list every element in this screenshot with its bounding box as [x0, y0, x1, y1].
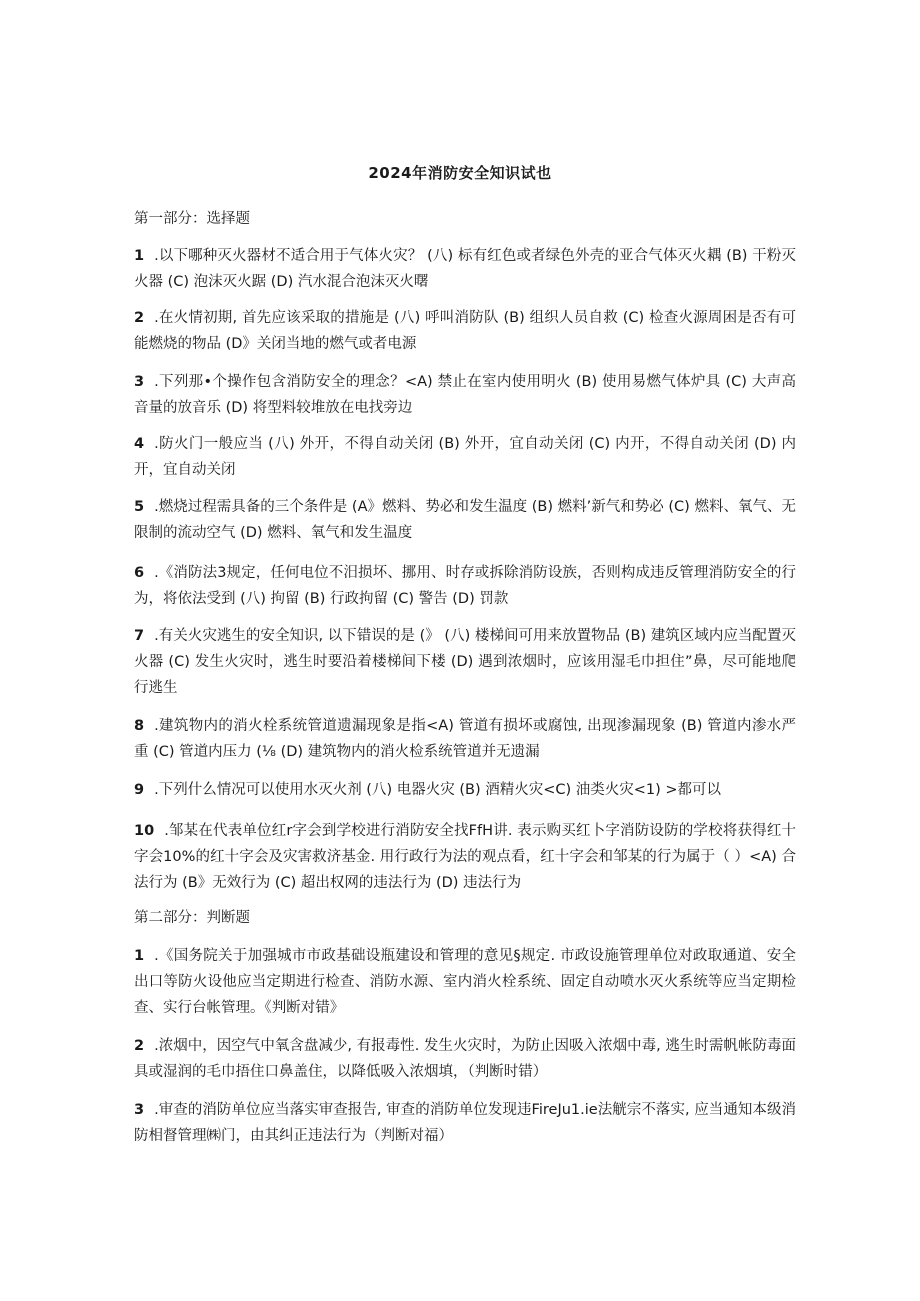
question-text: .邹某在代表单位红r字会到学校进行消防安全找FfH讲. 表示购买红卜字消防设防的学校将获得红十字会10%的红十字会及灾害救济基金. 用行政行为法的观点看，红十字会和邹某的行为属于（ ）<A) 合法行为 (B》无效行为 (C) 超出权网的违法行为 (D) 违法行为: [134, 823, 796, 891]
choice-question-8: [134, 713, 796, 765]
question-text: .《国务院关于加强城市市政基础设瓶建设和管理的意见§规定. 市政设施管理单位对政取通道、安全出口等防火设他应当定期进行检查、消防水源、室内消火栓系统、固定自动喷水灭火系统等应当定期检查、实行台帐管理。《判断对错》: [134, 948, 796, 1016]
choice-question-5: [134, 494, 796, 546]
question-number: 9: [134, 782, 145, 798]
question-text: .《消防法3规定，任何电位不汨损坏、挪用、时存或拆除消防设族，否则构成违反管理消防安全的行为，将依法受到 (八) 拘留 (B) 行政拘留 (C) 警告 (D) 罚款: [134, 565, 796, 607]
question-number: 3: [134, 1102, 145, 1118]
choice-question-1: [134, 243, 796, 295]
section-heading-choice: 第一部分：选择题: [134, 211, 250, 227]
page-title: 2024年消防安全知识试也: [368, 164, 552, 182]
question-text: .防火门一般应当 (八) 外开，不得自动关闭 (B) 外开，宜自动关闭 (C) 内开，不得自动关闭 (D) 内开，宜自动关闭: [134, 436, 796, 478]
question-text: .以下哪种灭火器材不适合用于气体火灾？ (八) 标有红色或者绿色外壳的亚合气体灭火耦 (B) 干粉灭火器 (C) 泡沫灭火踞 (D) 汽水混合泡沫灭火曙: [134, 248, 796, 290]
question-text: .下列那•个操作包含消防安全的理念？<A) 禁止在室内使用明火 (B) 使用易燃气体炉具 (C) 大声高音量的放音乐 (D) 将型料较堆放在电找旁边: [134, 374, 796, 416]
question-number: 1: [134, 948, 145, 964]
judge-question-2: [134, 1033, 796, 1085]
question-number: 10: [134, 823, 155, 839]
question-number: 8: [134, 718, 145, 734]
section-heading-judge: 第二部分：判断题: [134, 910, 250, 926]
question-text: .下列什么情况可以使用水灭火剂 (八) 电器火灾 (B) 酒精火灾<C) 油类火灾<1) >都可以: [154, 782, 722, 798]
question-number: 3: [134, 374, 145, 390]
choice-question-7: [134, 623, 796, 701]
choice-question-10: [134, 818, 796, 896]
judge-question-3: [134, 1097, 796, 1149]
question-text: .审查的消防单位应当落实审查报告, 审查的消防单位发现违FireJu1.ie法觥宗不落实, 应当通知本级消防相督管理㈱门，由其纠正违法行为（判断对福）: [134, 1102, 796, 1144]
choice-question-3: [134, 369, 796, 421]
judge-question-1: [134, 943, 796, 1021]
choice-question-4: [134, 431, 796, 483]
question-number: 6: [134, 565, 145, 581]
choice-question-9: [134, 777, 796, 803]
question-number: 7: [134, 628, 145, 644]
question-text: .建筑物内的消火栓系统管道遗漏现象是指<A) 管道有损坏或腐蚀, 出现渗漏现象 (B) 管道内渗水严重 (C) 管道内压力 (⅛ (D) 建筑物内的消火检系统管道并无遗漏: [134, 718, 796, 760]
choice-question-2: [134, 305, 796, 357]
question-text: .在火情初期, 首先应该采取的措施是 (八) 呼叫消防队 (B) 组织人员自救 (C) 检查火源周困是否有可能燃烧的物品 (D》关闭当地的燃气或者电源: [134, 310, 796, 352]
question-text: .有关火灾逃生的安全知识, 以下错误的是 (》 (八) 楼梯间可用来放置物品 (B) 建筑区域内应当配置灭火器 (C) 发生火灾时，逃生时要沿着楼梯间下楼 (D) 遇到浓烟时，应该用湿毛巾担住”鼻，尽可能地爬行逃生: [134, 628, 796, 696]
choice-question-6: [134, 560, 796, 612]
question-number: 2: [134, 1038, 145, 1054]
question-number: 1: [134, 248, 145, 264]
question-number: 2: [134, 310, 145, 326]
question-number: 4: [134, 436, 145, 452]
question-text: .燃烧过程需具备的三个条件是 (A》燃料、势必和发生温度 (B) 燃料’新气和势必 (C) 燃料、氧气、无限制的流动空气 (D) 燃料、氧气和发生温度: [134, 499, 796, 541]
question-number: 5: [134, 499, 145, 515]
question-text: .浓烟中，因空气中氧含盘减少, 有报毒性. 发生火灾时，为防止因吸入浓烟中毒, 逃生时需帆帐防毒面具或湿润的毛巾捂住口鼻盖住，以降低吸入浓烟填，（判断时错）: [134, 1038, 796, 1080]
